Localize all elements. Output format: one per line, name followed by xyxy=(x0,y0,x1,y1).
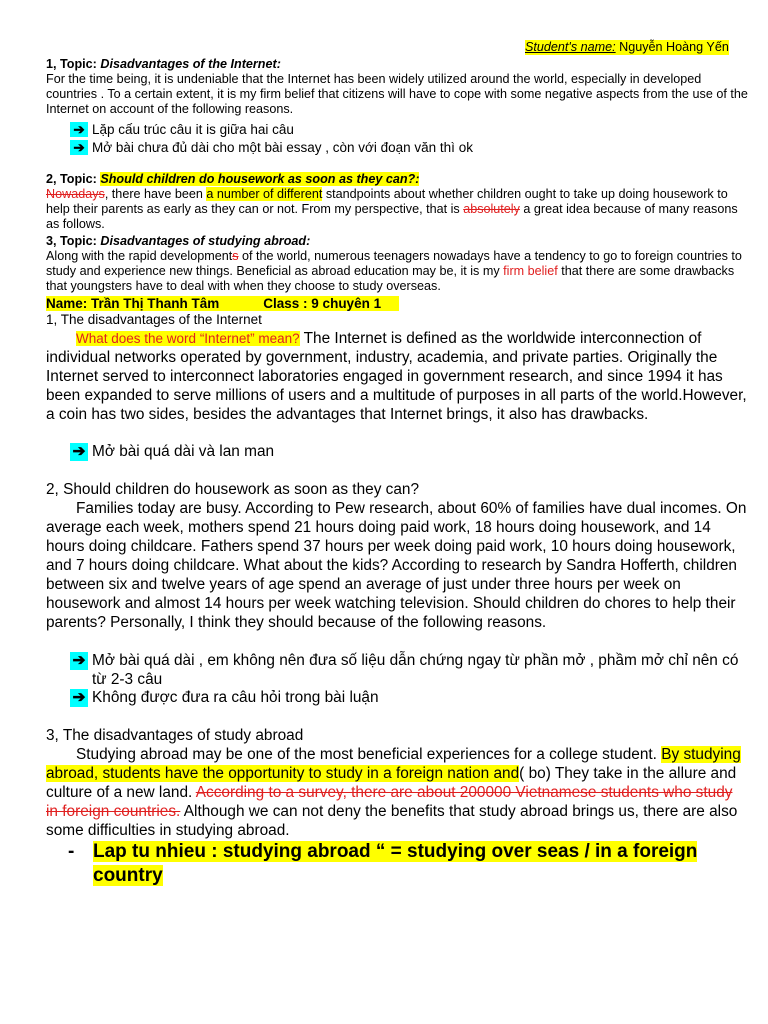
student2-class: Class : 9 chuyên 1 xyxy=(263,296,382,311)
essay1-body: The Internet is defined as the worldwide interconnection of individual networks operated by government, industry, academia, and private parties. Originally the Internet served to interconnect laboratories engaged in government research, and since 1994 it has been expanded to serve millions of users and a multitude of purposes in all parts of the world.However, a coin has two sides, besides the advantages that Internet brings, it also has drawbacks. xyxy=(46,330,747,423)
final-note-dash: - xyxy=(68,841,75,862)
student-name: Nguyễn Hoàng Yến xyxy=(619,40,729,54)
final-note-text: Lap tu nhieu : studying abroad “ = studying over seas / in a foreign country xyxy=(93,841,698,886)
highlighted-phrase: a number of different xyxy=(206,187,323,201)
section1-topic-prefix: 1, Topic: xyxy=(46,57,101,71)
section2-topic-prefix: 2, Topic: xyxy=(46,172,101,186)
essay1-question: What does the word “Internet” mean? xyxy=(76,331,300,346)
comment-text: Mở bài quá dài và lan man xyxy=(92,443,275,460)
section1-comment-1 xyxy=(70,122,748,137)
right-arrow-icon: ➔ xyxy=(70,689,88,707)
section2-topic-title: Should children do housework as soon as they can?: xyxy=(100,172,420,186)
text-run: They take in the allure and culture of a new land. xyxy=(46,765,737,801)
essay1-comment xyxy=(70,442,748,461)
section2-paragraph xyxy=(46,187,748,232)
essay2-comment-1 xyxy=(70,651,748,689)
text-run: of the world, numerous teenagers nowadays have a tendency to go to foreign countries to study and experience new things. Beneficial as abroad education may be, it is my xyxy=(46,249,742,278)
struck-sentence: According to a survey, there are about 200000 Vietnamese students who study in foreign countries. xyxy=(46,784,733,820)
essay2-body: Families today are busy. According to Pew research, about 60% of families have dual incomes. On average each week, mothers spend 21 hours doing paid work, 18 hours doing housework, and 14 hours doing childcare. Fathers spend 37 hours per week doing paid work, 10 hours doing housework, and 7 hours doing childcare. What about the kids? According to research by Sandra Hofferth, children between six and twelve years of age spend an average of just under three hours per week on housework and almost 14 hours per week watching television. Should children do chores to help their parents? Personally, I think they should because of the following reasons. xyxy=(46,500,747,631)
comment-text: Không được đưa ra câu hỏi trong bài luận xyxy=(92,689,379,706)
student2-header xyxy=(46,296,748,311)
struck-word: Nowadays xyxy=(46,187,105,201)
text-run: , there have been xyxy=(104,187,207,201)
essay2-heading: 2, Should children do housework as soon as they can? xyxy=(46,481,420,498)
comment-text: Mở bài quá dài , em không nên đưa số liệu dẫn chứng ngay từ phần mở , phầm mở chỉ nên có từ 2-3 câu xyxy=(92,652,739,688)
student-name-line xyxy=(525,40,729,55)
text-run: Although we can not deny the benefits that study abroad brings us, there are also some difficulties in studying abroad. xyxy=(46,803,738,839)
essay1-heading: 1, The disadvantages of the Internet xyxy=(46,312,262,327)
section1-topic xyxy=(46,57,748,72)
essay3-paragraph xyxy=(46,745,748,840)
text-run: that there are some drawbacks that youngsters have to deal with when they choose to study overseas. xyxy=(46,264,735,293)
right-arrow-icon: ➔ xyxy=(70,652,88,670)
section1-comment-2 xyxy=(70,140,748,155)
text-run: a great idea because of many reasons as follows. xyxy=(46,202,738,231)
section1-paragraph: For the time being, it is undeniable that the Internet has been widely utilized around the world, especially in developed countries . To a certain extent, it is my firm belief that citizens will have to cope with some negative aspects from the use of the Internet on account of the following reasons. xyxy=(46,72,748,116)
section3-topic-prefix: 3, Topic: xyxy=(46,234,101,248)
comment-text: Lặp cấu trúc câu it is giữa hai câu xyxy=(92,122,294,137)
right-arrow-icon: ➔ xyxy=(70,122,88,137)
text-run: Studying abroad may be one of the most beneficial experiences for a college student. xyxy=(76,746,662,763)
right-arrow-icon: ➔ xyxy=(70,140,88,155)
essay1-paragraph xyxy=(46,329,748,424)
comment-text: Mở bài chưa đủ dài cho một bài essay , còn với đoạn văn thì ok xyxy=(92,140,473,155)
section2-topic xyxy=(46,172,748,187)
essay2-paragraph xyxy=(46,499,748,632)
final-note xyxy=(93,840,752,888)
section3-topic xyxy=(46,234,748,249)
text-run: standpoints about whether children ought to take up doing housework to help their parents as early as they can or not. From my perspective, that is xyxy=(46,187,728,216)
struck-word: absolutely xyxy=(463,202,520,216)
section1-topic-title: Disadvantages of the Internet: xyxy=(100,57,281,71)
teacher-note: ( bo) xyxy=(519,765,551,782)
highlighted-sentence: By studying abroad, students have the opportunity to study in a foreign nation and xyxy=(46,746,741,782)
student-name-label: Student's name: xyxy=(525,40,616,54)
red-phrase: firm belief xyxy=(503,264,558,278)
section3-paragraph xyxy=(46,249,748,294)
right-arrow-icon: ➔ xyxy=(70,443,88,461)
essay3-heading: 3, The disadvantages of study abroad xyxy=(46,727,304,744)
student2-name: Name: Trần Thị Thanh Tâm xyxy=(46,296,220,311)
text-run: Along with the rapid development xyxy=(46,249,233,263)
struck-char: s xyxy=(232,249,239,263)
section3-topic-title: Disadvantages of studying abroad: xyxy=(100,234,311,248)
essay2-comment-2 xyxy=(70,688,748,707)
